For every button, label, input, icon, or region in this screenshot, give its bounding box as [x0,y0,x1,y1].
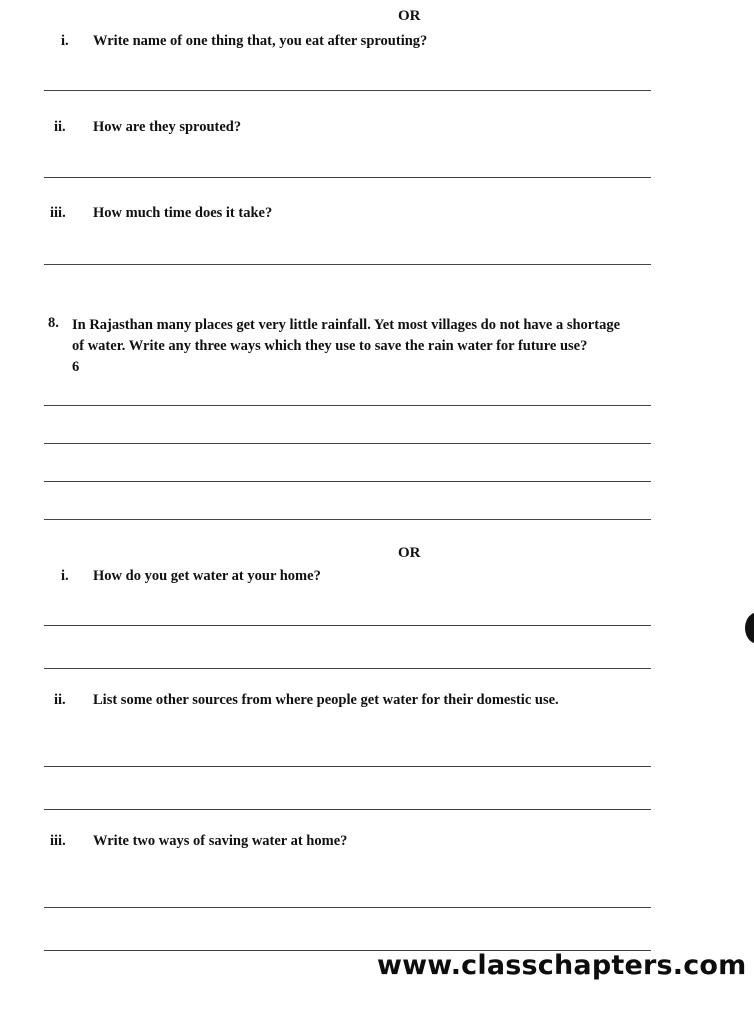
answer-line [44,405,651,406]
answer-line [44,907,651,908]
answer-line [44,766,651,767]
question-number: iii. [50,833,66,849]
or-label-bottom: OR [398,545,421,561]
answer-line [44,668,651,669]
question-text: How are they sprouted? [93,119,242,135]
answer-line [44,264,651,265]
question-8-marks: 6 [72,359,80,375]
answer-line [44,625,651,626]
question-number: i. [61,568,69,584]
question-text: Write name of one thing that, you eat after sprouting? [93,33,428,49]
answer-line [44,519,651,520]
website-watermark: www.classchapters.com [377,950,747,981]
floating-action-button[interactable] [745,612,754,644]
answer-line [44,481,651,482]
question-text: How much time does it take? [93,205,273,221]
question-number: 8. [48,315,59,331]
question-text: List some other sources from where people get water for their domestic use. [93,692,559,708]
answer-line [44,443,651,444]
question-number: i. [61,33,69,49]
question-text: Write two ways of saving water at home? [93,833,348,849]
question-8-line-2: of water. Write any three ways which they use to save the rain water for future use? [72,338,588,354]
question-8-line-1: In Rajasthan many places get very little rainfall. Yet most villages do not have a shortage [72,317,621,333]
answer-line [44,177,651,178]
or-label-top: OR [398,8,421,24]
question-number: ii. [54,692,66,708]
answer-line [44,809,651,810]
question-8-text [72,315,620,378]
question-number: ii. [54,119,66,135]
question-number: iii. [50,205,66,221]
answer-line [44,90,651,91]
question-text: How do you get water at your home? [93,568,321,584]
